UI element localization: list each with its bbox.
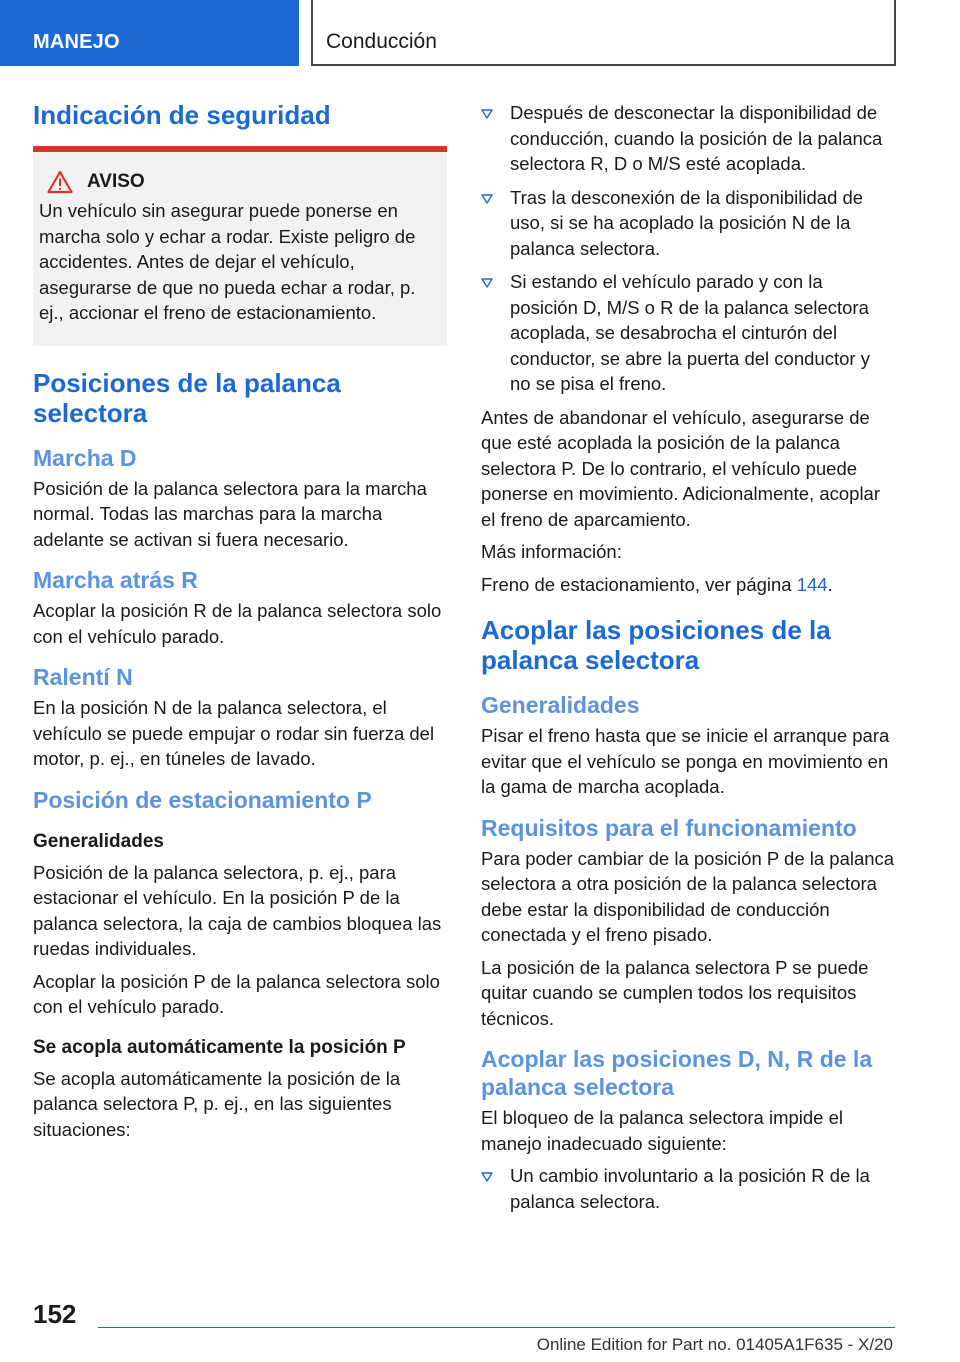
requirements-text: Para poder cambiar de la posición P de la palanca selectora a otra posición de la palanca selectora debe estar la disponibilidad de conducción conectada y el freno pisado.: [481, 847, 895, 945]
positions-heading: Posiciones de la palanca selectora: [33, 367, 341, 428]
list-item: [481, 185, 895, 262]
requirements-heading: Requisitos para el funcionamiento: [481, 814, 857, 841]
warning-header: [39, 170, 441, 194]
page-link[interactable]: 144: [796, 573, 828, 595]
list-item-text: Un cambio involuntario a la posición R de la palanca selectora.: [510, 1165, 870, 1212]
safety-heading: Indicación de seguridad: [33, 100, 331, 130]
reverse-heading: Marcha atrás R: [33, 567, 198, 593]
triangle-bullet-icon: [481, 109, 493, 119]
park-heading: Posición de estacionamiento P: [33, 786, 372, 813]
right-column: [481, 100, 895, 1222]
before-leaving-text: Antes de abandonar el vehículo, asegurarse de que esté acoplada la posición de la palanca selectora P. De lo contrario, el vehículo puede ponerse en movimiento. Adicionalmente, acoplar el freno de aparcamiento.: [481, 406, 881, 530]
drive-heading: Marcha D: [33, 444, 137, 471]
dnr-text: El bloqueo de la palanca selectora impide el manejo inadecuado siguiente:: [481, 1107, 844, 1154]
list-item-text: Tras la desconexión de la disponibilidad de uso, si se ha acoplado la posición N de la palanca selectora.: [510, 186, 864, 259]
engage-heading: Acoplar las posiciones de la palanca selectora: [481, 615, 831, 675]
auto-conditions-list: [481, 100, 895, 397]
list-item: [481, 1163, 895, 1214]
park-auto-text: Se acopla automáticamente la posición de la palanca selectora P, p. ej., en las siguientes situaciones:: [33, 1067, 401, 1140]
requirements-text-2: La posición de la palanca selectora P se puede quitar cuando se cumplen todos los requisitos técnicos.: [481, 956, 869, 1029]
more-info-label: Más información:: [481, 541, 622, 562]
page-number: 152: [33, 1299, 77, 1329]
general-heading: Generalidades: [481, 692, 640, 718]
neutral-heading: Ralentí N: [33, 664, 133, 690]
triangle-bullet-icon: [481, 194, 493, 204]
warning-box: [33, 146, 447, 346]
footer-edition: Online Edition for Part no. 01405A1F635 - X/20: [536, 1335, 893, 1354]
warning-text: Un vehículo sin asegurar puede ponerse en marcha solo y echar a rodar. Existe peligro de accidentes. Antes de dejar el vehículo, asegurarse de que no pueda echar a rodar, p. ej., accionar el freno de estacionamiento.: [39, 200, 416, 323]
park-general-text: Posición de la palanca selectora, p. ej., para estacionar el vehículo. En la posición P de la palanca selectora, la caja de cambios bloquea las ruedas individuales.: [33, 861, 442, 959]
dnr-heading: Acoplar las posiciones D, N, R de la palanca selectora: [481, 1046, 873, 1100]
park-auto-heading: Se acopla automáticamente la posición P: [33, 1036, 406, 1058]
list-item-text: Si estando el vehículo parado y con la posición D, M/S o R de la palanca selectora acoplada, se desabrocha el cinturón del conductor, se abre la puerta del conductor y no se pisa el freno.: [510, 271, 870, 394]
reverse-text: Acoplar la posición R de la palanca selectora solo con el vehículo parado.: [33, 600, 442, 647]
page-reference: [481, 572, 895, 598]
general-text: Pisar el freno hasta que se inicie el arranque para evitar que el vehículo se ponga en movimiento en la gama de marcha acoplada.: [481, 725, 890, 797]
neutral-text: En la posición N de la palanca selectora, el vehículo se puede empujar o rodar sin fuerza del motor, p. ej., en túneles de lavado.: [33, 697, 435, 769]
left-column: [33, 100, 447, 1149]
warning-triangle-icon: [47, 170, 73, 194]
dnr-list: [481, 1163, 895, 1214]
reference-end: .: [827, 573, 833, 595]
list-item: [481, 269, 895, 397]
footer-divider: [98, 1327, 895, 1328]
drive-text: Posición de la palanca selectora para la marcha normal. Todas las marchas para la marcha adelante se activan si fuera necesario.: [33, 477, 427, 550]
park-general-heading: Generalidades: [33, 830, 164, 852]
triangle-bullet-icon: [481, 278, 493, 288]
park-general-text-2: Acoplar la posición P de la palanca selectora solo con el vehículo parado.: [33, 970, 440, 1017]
section-tab: MANEJO: [0, 0, 299, 66]
chapter-title: Conducción: [311, 0, 896, 66]
warning-label: AVISO: [87, 171, 145, 192]
triangle-bullet-icon: [481, 1172, 493, 1182]
list-item: [481, 100, 895, 177]
reference-text: Freno de estacionamiento, ver página: [481, 573, 797, 595]
list-item-text: Después de desconectar la disponibilidad de conducción, cuando la posición de la palanca selectora R, D o M/S esté acoplada.: [510, 102, 883, 174]
